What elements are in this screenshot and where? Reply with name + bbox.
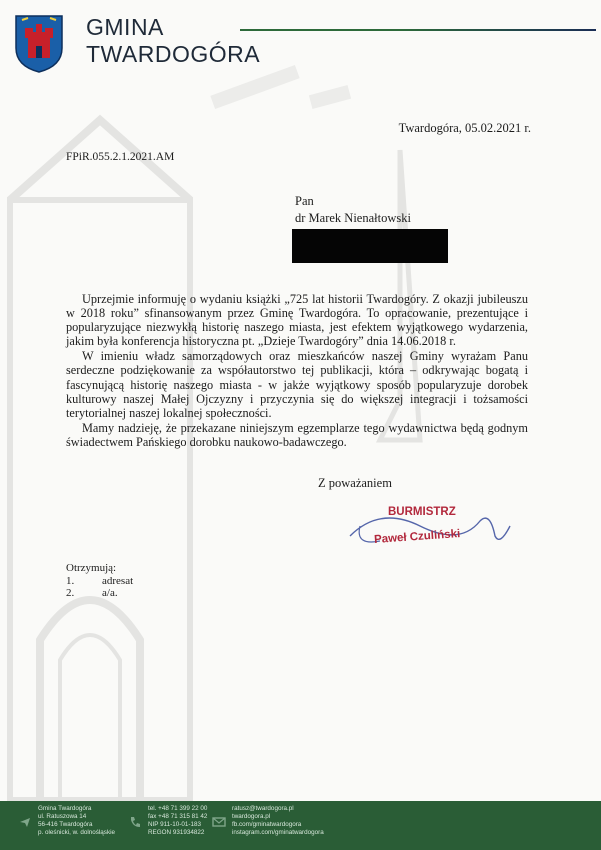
brand-line-1: GMINA	[86, 14, 164, 40]
footer-address-line: p. oleśnicki, w. dolnośląskie	[38, 829, 116, 836]
recipient-row	[66, 575, 133, 588]
reference-number: FPiR.055.2.1.2021.AM	[66, 151, 175, 163]
closing-phrase: Z poważaniem	[318, 476, 392, 490]
stamp-name: Paweł Czuliński	[373, 528, 461, 546]
footer-contact-line: NIP 911-10-01-183	[148, 821, 201, 828]
municipality-name	[86, 14, 260, 68]
footer-contact-line: REGON 931934822	[148, 829, 205, 836]
email-icon	[212, 815, 226, 829]
recipient-entry: adresat	[102, 574, 134, 587]
footer-address	[38, 805, 115, 837]
letter-body	[66, 292, 528, 450]
footer-instagram[interactable]: instagram.com/gminatwardogora	[232, 829, 324, 836]
footer-email[interactable]: ratusz@twardogora.pl	[232, 805, 294, 812]
paragraph-2: W imieniu władz samorządowych oraz mieszkańców naszej Gminy wyrażam Panu serdeczne podziękowanie za współautorstwo tej publikacji, która – odkrywając bogatą i fascynującą historię naszego miasta - w jakże wyjątkowy sposób popularyzuje dorobek kulturowy naszej Małej Ojczyzny i przyczynia się do większej integracji i tożsamości terytorialnej naszej lokalnej społeczności.	[66, 349, 528, 420]
stamp-title: BURMISTRZ	[388, 506, 456, 518]
footer-address-line: 56-416 Twardogóra	[38, 821, 93, 828]
footer-address-line: ul. Ratuszowa 14	[38, 813, 87, 820]
footer-address-line: Gmina Twardogóra	[38, 805, 92, 812]
phone-icon	[128, 815, 142, 829]
recipients-list	[66, 562, 133, 600]
paragraph-3: Mamy nadzieję, że przekazane niniejszym egzemplarze tego wydawnictwa będą godnym świadectwem Pańskiego dorobku naukowo-badawczego.	[66, 420, 528, 449]
footer-contact-line: fax +48 71 315 81 42	[148, 813, 208, 820]
location-icon	[18, 815, 32, 829]
recipient-row	[66, 587, 133, 600]
recipient-name: dr Marek Nienałtowski	[295, 211, 411, 225]
brand-line-2: TWARDOGÓRA	[86, 41, 261, 67]
footer-facebook[interactable]: fb.com/gminatwardogora	[232, 821, 302, 828]
recipient-number: 2.	[66, 587, 75, 599]
footer-website[interactable]: twardogora.pl	[232, 813, 271, 820]
footer-online	[232, 805, 324, 837]
paragraph-1: Uprzejmie informuję o wydaniu książki „725 lat historii Twardogóry. Z okazji jubileuszu w 2018 roku” sfinansowanym przez Gminę Twardogóra. To opracowanie, prezentujące i popularyzujące niezwykłą historię naszego miasta, jest efektem wyjątkowego wydarzenia, jakim była konferencja historyczna pt. „Dzieje Twardogóry” dnia 14.06.2018 r.	[66, 292, 528, 349]
coat-of-arms-icon	[14, 14, 64, 74]
redacted-address-block	[292, 229, 448, 263]
header-rule	[240, 29, 596, 31]
footer-contact	[148, 805, 207, 837]
recipient-number: 1.	[66, 574, 75, 587]
letter-date: Twardogóra, 05.02.2021 r.	[398, 121, 531, 135]
handwritten-signature	[340, 496, 520, 556]
recipients-label: Otrzymują:	[66, 562, 117, 574]
footer-bar	[0, 801, 601, 850]
salutation: Pan	[295, 194, 314, 208]
footer-contact-line: tel. +48 71 399 22 00	[148, 805, 208, 812]
recipient-entry: a/a.	[102, 587, 118, 599]
